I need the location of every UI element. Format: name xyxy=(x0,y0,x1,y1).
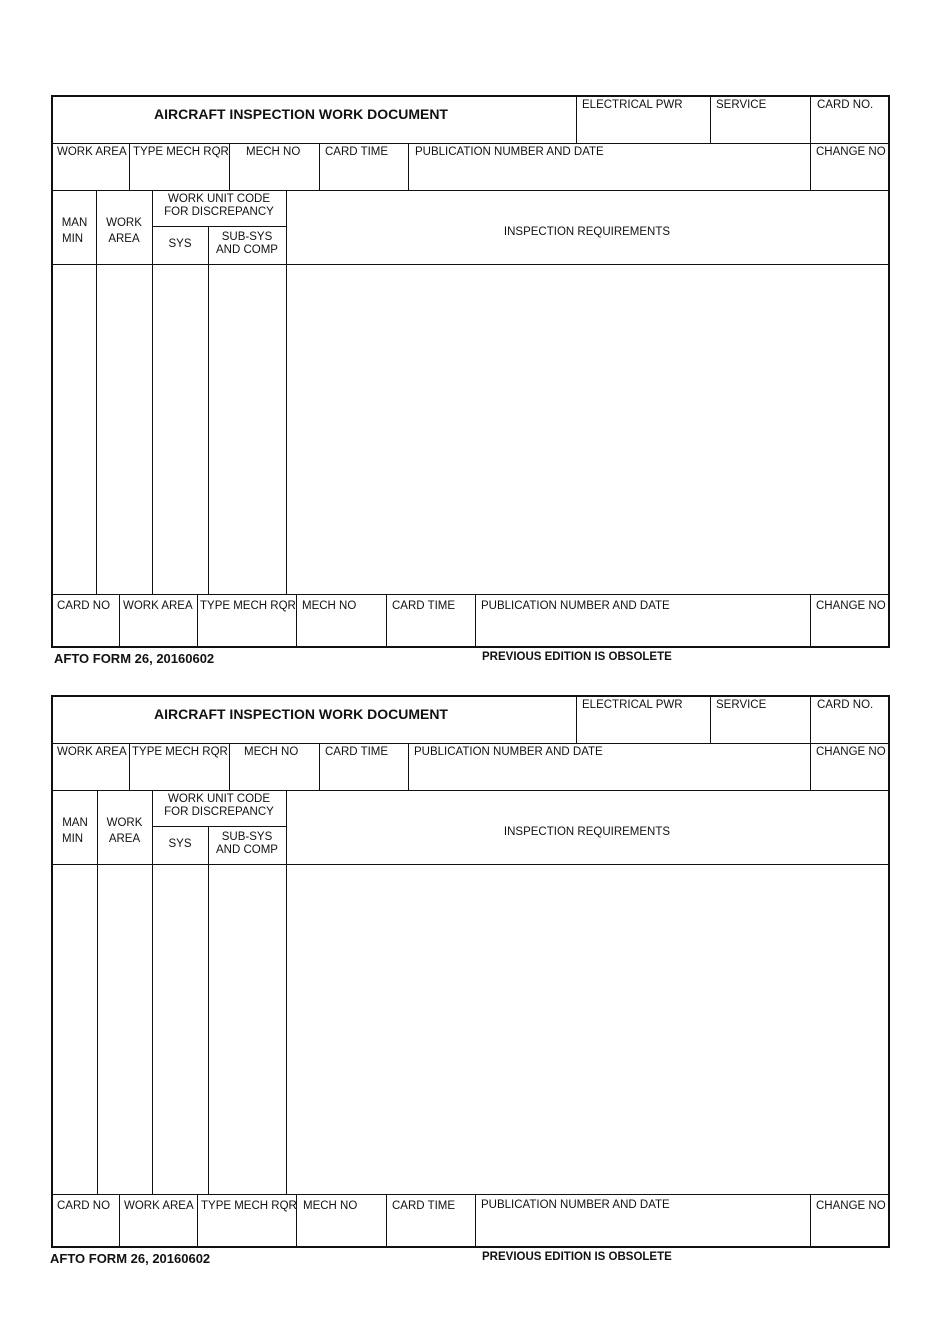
row-divider xyxy=(53,1194,888,1195)
sys-label: SYS xyxy=(168,238,192,250)
bottom-publication-label: PUBLICATION NUMBER AND DATE xyxy=(481,1199,670,1211)
col-divider xyxy=(229,743,230,790)
col-divider xyxy=(197,594,198,646)
col-divider xyxy=(119,594,120,646)
wuc-line2: FOR DISCREPANCY xyxy=(164,806,274,818)
col-divider xyxy=(208,226,209,594)
col-divider xyxy=(810,97,811,190)
bottom-change-no-label: CHANGE NO xyxy=(816,1200,886,1212)
obsolete-notice: PREVIOUS EDITION IS OBSOLETE xyxy=(482,1251,672,1263)
mech-no-label: MECH NO xyxy=(246,146,301,158)
bottom-card-no-label: CARD NO xyxy=(57,600,111,612)
work-label: WORK xyxy=(106,217,142,229)
wuc-line1: WORK UNIT CODE xyxy=(167,193,270,205)
service-label: SERVICE xyxy=(716,699,767,711)
bottom-card-time-label: CARD TIME xyxy=(392,1200,456,1212)
subsys-header xyxy=(208,831,286,857)
obsolete-notice: PREVIOUS EDITION IS OBSOLETE xyxy=(482,651,672,663)
work-area-label: WORK AREA xyxy=(57,146,127,158)
col-divider xyxy=(475,594,476,646)
row-divider xyxy=(53,864,888,865)
mech-no-label: MECH NO xyxy=(244,746,299,758)
man-label: MAN xyxy=(62,817,88,829)
subsys-line1: SUB-SYS xyxy=(221,231,273,243)
col-divider xyxy=(810,697,811,790)
bottom-type-mech-rqr-label: TYPE MECH RQR xyxy=(200,600,296,612)
man-label: MAN xyxy=(61,217,88,229)
bottom-change-no-label: CHANGE NO xyxy=(816,600,886,612)
form-title: AIRCRAFT INSPECTION WORK DOCUMENT xyxy=(154,106,448,122)
area-label: AREA xyxy=(108,233,140,245)
electrical-pwr-label: ELECTRICAL PWR xyxy=(582,99,683,111)
col-divider xyxy=(319,143,320,190)
row-divider xyxy=(53,190,888,191)
col-divider xyxy=(710,697,711,743)
col-divider xyxy=(810,1194,811,1246)
col-divider xyxy=(96,190,97,594)
col-divider xyxy=(576,97,577,143)
bottom-work-area-label: WORK AREA xyxy=(124,1200,194,1212)
row-divider xyxy=(53,743,888,744)
wuc-line1: WORK UNIT CODE xyxy=(167,793,270,805)
bottom-card-no-label: CARD NO xyxy=(57,1200,111,1212)
form-id-footer: AFTO FORM 26, 20160602 xyxy=(50,1251,211,1266)
work-area-header xyxy=(97,817,152,846)
service-label: SERVICE xyxy=(716,99,767,111)
change-no-label: CHANGE NO xyxy=(816,746,886,758)
man-min-header xyxy=(53,817,97,846)
card-no-label: CARD NO. xyxy=(817,699,874,711)
subsys-header xyxy=(208,231,286,257)
col-divider xyxy=(197,1194,198,1246)
inspection-form-1 xyxy=(51,95,890,648)
bottom-card-time-label: CARD TIME xyxy=(392,600,456,612)
col-divider xyxy=(208,826,209,1194)
row-divider xyxy=(53,594,888,595)
form-title: AIRCRAFT INSPECTION WORK DOCUMENT xyxy=(154,706,448,722)
bottom-type-mech-rqr-label: TYPE MECH RQR xyxy=(201,1200,297,1212)
change-no-label: CHANGE NO xyxy=(816,146,886,158)
bottom-publication-label: PUBLICATION NUMBER AND DATE xyxy=(481,600,670,612)
row-divider xyxy=(152,826,286,827)
col-divider xyxy=(710,97,711,143)
electrical-pwr-label: ELECTRICAL PWR xyxy=(582,699,683,711)
row-divider xyxy=(152,226,286,227)
card-no-label: CARD NO. xyxy=(817,99,874,111)
col-divider xyxy=(319,743,320,790)
subsys-line1: SUB-SYS xyxy=(221,831,273,843)
col-divider xyxy=(119,1194,120,1246)
card-time-label: CARD TIME xyxy=(325,146,389,158)
inspection-requirements-label: INSPECTION REQUIREMENTS xyxy=(503,226,671,238)
col-divider xyxy=(408,743,409,790)
area-label: AREA xyxy=(108,833,141,845)
col-divider xyxy=(129,143,130,190)
col-divider xyxy=(576,697,577,743)
col-divider xyxy=(810,594,811,646)
min-label: MIN xyxy=(62,233,84,245)
inspection-form-2 xyxy=(51,695,890,1248)
publication-label: PUBLICATION NUMBER AND DATE xyxy=(415,146,604,158)
col-divider xyxy=(229,143,230,190)
wuc-line2: FOR DISCREPANCY xyxy=(164,206,274,218)
work-area-label: WORK AREA xyxy=(57,746,127,758)
col-divider xyxy=(129,743,130,790)
sys-label: SYS xyxy=(168,838,192,850)
work-unit-code-header xyxy=(152,793,286,819)
col-divider xyxy=(386,594,387,646)
row-divider xyxy=(53,143,888,144)
row-divider xyxy=(53,790,888,791)
col-divider xyxy=(475,1194,476,1246)
bottom-work-area-label: WORK AREA xyxy=(123,600,193,612)
inspection-requirements-label: INSPECTION REQUIREMENTS xyxy=(503,826,671,838)
bottom-mech-no-label: MECH NO xyxy=(302,600,357,612)
col-divider xyxy=(296,594,297,646)
work-unit-code-header xyxy=(152,193,286,219)
type-mech-rqr-label: TYPE MECH RQR xyxy=(133,146,229,158)
col-divider xyxy=(286,790,287,1194)
col-divider xyxy=(286,190,287,594)
bottom-mech-no-label: MECH NO xyxy=(303,1200,358,1212)
row-divider xyxy=(53,264,888,265)
work-area-header xyxy=(96,217,152,246)
col-divider xyxy=(386,1194,387,1246)
card-time-label: CARD TIME xyxy=(325,746,389,758)
col-divider xyxy=(408,143,409,190)
min-label: MIN xyxy=(62,833,84,845)
publication-label: PUBLICATION NUMBER AND DATE xyxy=(414,746,603,758)
man-min-header xyxy=(53,217,96,246)
form-id-footer: AFTO FORM 26, 20160602 xyxy=(54,651,215,666)
work-label: WORK xyxy=(106,817,143,829)
subsys-line2: AND COMP xyxy=(216,844,278,856)
type-mech-rqr-label: TYPE MECH RQR xyxy=(132,746,228,758)
col-divider xyxy=(97,790,98,1194)
subsys-line2: AND COMP xyxy=(216,244,278,256)
